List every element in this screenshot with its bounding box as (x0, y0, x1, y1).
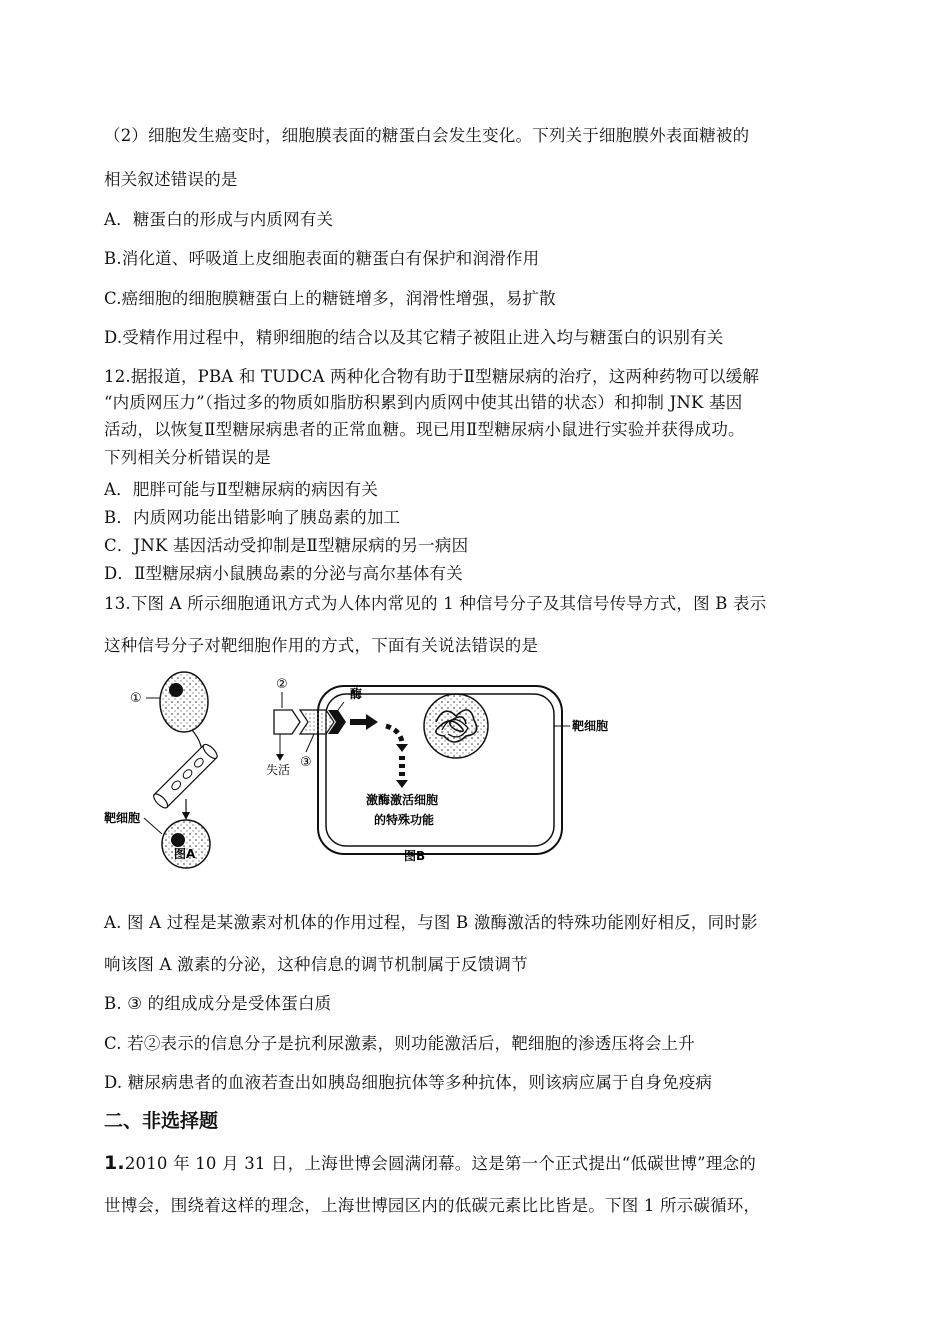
figure-b (266, 677, 608, 863)
q12-line4: 下列相关分析错误的是 (104, 448, 271, 467)
q11-option-d: D.受精作用过程中，精卵细胞的结合以及其它精子被阻止进入均与糖蛋白的识别有关 (104, 328, 724, 347)
q13-option-d: D. 糖尿病患者的血液若查出如胰岛细胞抗体等多种抗体，则该病应属于自身免疫病 (104, 1073, 713, 1092)
inactivate-label: 失活 (266, 763, 291, 777)
q12-line2: “内质网压力”（指过多的物质如脂肪积累到内质网中使其出错的状态）和抑制 JNK 基因 (104, 393, 743, 412)
q13-figure (104, 664, 609, 874)
q13-option-c: C. 若②表示的信息分子是抗利尿激素，则功能激活后，靶细胞的渗透压将会上升 (104, 1034, 695, 1053)
target-cell-a-label: 靶细胞 (104, 811, 141, 825)
q12-option-d: D．Ⅱ型糖尿病小鼠胰岛素的分泌与高尔基体有关 (104, 564, 463, 583)
receptor (300, 710, 334, 734)
function-line1: 激酶激活细胞 (366, 793, 439, 807)
q11-stem-line2: 相关叙述错误的是 (104, 170, 238, 189)
q12-line3: 活动，以恢复Ⅱ型糖尿病患者的正常血糖。现已用Ⅱ型糖尿病小鼠进行实验并获得成功。 (104, 420, 745, 439)
q12-option-a: A．肥胖可能与Ⅱ型糖尿病的病因有关 (104, 480, 379, 499)
s2-q1-line2: 世博会，围绕着这样的理念，上海世博园区内的低碳元素比比皆是。下图 1 所示碳循环， (104, 1196, 761, 1215)
figure-a (104, 672, 219, 868)
q12-line1: 12.据报道，PBA 和 TUDCA 两种化合物有助于Ⅱ型糖尿病的治疗，这两种药物可以缓解 (104, 367, 760, 386)
q13-option-a-line1: A. 图 A 过程是某激素对机体的作用过程，与图 B 激酶激活的特殊功能刚好相反，同时影 (104, 913, 758, 932)
secreting-cell (160, 672, 208, 732)
q12-option-c: C．JNK 基因活动受抑制是Ⅱ型糖尿病的另一病因 (104, 536, 469, 555)
section-heading: 二、非选择题 (104, 1110, 219, 1132)
q11-stem-line1: （2）细胞发生癌变时，细胞膜表面的糖蛋白会发生变化。下列关于细胞膜外表面糖被的 (104, 126, 750, 145)
target-cell-b-label: 靶细胞 (572, 719, 609, 733)
caption-a: 图A (174, 847, 196, 861)
q12-option-b: B．内质网功能出错影响了胰岛素的加工 (104, 508, 401, 527)
label-2: ② (276, 677, 288, 692)
s2-q1-line1 (104, 1150, 756, 1174)
q11-option-a: A．糖蛋白的形成与内质网有关 (104, 210, 334, 229)
q13-option-a-line2: 响该图 A 激素的分泌，这种信息的调节机制属于反馈调节 (104, 955, 528, 974)
s2-q1-number: 1. (104, 1152, 125, 1174)
q11-option-c: C.癌细胞的细胞膜糖蛋白上的糖链增多，润滑性增强，易扩散 (104, 289, 556, 308)
nucleus (424, 694, 488, 758)
label-1: ① (130, 691, 142, 706)
label-3: ③ (300, 755, 312, 770)
s2-q1-line1-text: 2010 年 10 月 31 日，上海世博会圆满闭幕。这是第一个正式提出“低碳世博”理念的 (124, 1154, 756, 1173)
q13-line1: 13.下图 A 所示细胞通讯方式为人体内常见的 1 种信号分子及其信号传导方式，图 B 表示 (104, 594, 767, 613)
q13-line2: 这种信号分子对靶细胞作用的方式，下面有关说法错误的是 (104, 636, 539, 655)
function-line2: 的特殊功能 (374, 813, 435, 827)
q11-option-b: B.消化道、呼吸道上皮细胞表面的糖蛋白有保护和润滑作用 (104, 249, 540, 268)
q13-option-b: B. ③ 的组成成分是受体蛋白质 (104, 994, 332, 1013)
enzyme-label: 酶 (350, 687, 363, 701)
signal-molecule (274, 710, 300, 734)
caption-b: 图B (404, 849, 426, 863)
